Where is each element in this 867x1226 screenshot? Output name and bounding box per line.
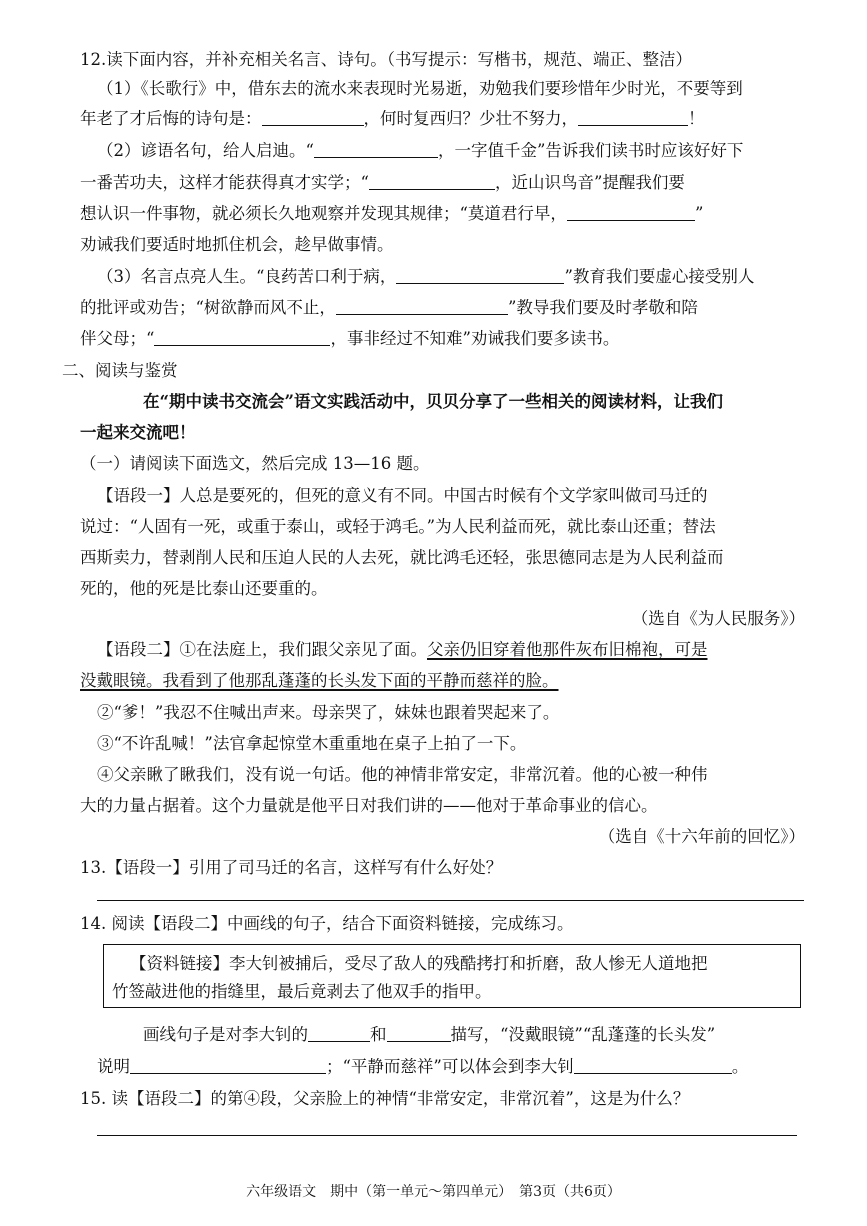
q12-p3-line2: 的批评或劝告；“树欲静而风不止， ”教导我们要及时孝敬和陪 [80, 298, 698, 317]
answer-blank[interactable] [308, 1025, 370, 1042]
answer-blank[interactable] [314, 141, 438, 158]
q12-p3-line3: 伴父母；“ ，事非经过不知难”劝诫我们要多读书。 [80, 329, 620, 348]
passage2-source: （选自《十六年前的回忆》） [598, 827, 805, 846]
section-intro-line2: 一起来交流吧！ [80, 423, 196, 442]
answer-blank[interactable] [387, 1025, 451, 1042]
material-link-line2: 竹签敲进他的指缝里，最后竟剥去了他双手的指甲。 [112, 982, 492, 1001]
passage2-line1: 【语段二】①在法庭上，我们跟父亲见了面。父亲仍旧穿着他那件灰布旧棉袍，可是 [97, 640, 708, 659]
answer-blank[interactable] [396, 267, 564, 284]
passage2-line3: ②“爹！”我忍不住喊出声来。母亲哭了，妹妹也跟着哭起来了。 [97, 703, 560, 722]
q15-prompt: 15. 读【语段二】的第④段，父亲脸上的神情“非常安定，非常沉着”，这是为什么？ [80, 1089, 690, 1108]
answer-blank[interactable] [336, 298, 508, 315]
q12-p1-line2: 年老了才后悔的诗句是： ，何时复西归？少壮不努力， ！ [80, 109, 705, 128]
answer-blank[interactable] [262, 109, 364, 126]
passage2-line6: 大的力量占据着。这个力量就是他平日对我们讲的——他对于革命事业的信心。 [80, 796, 658, 815]
answer-blank[interactable] [567, 204, 695, 221]
q12-p2-line4: 劝诫我们要适时地抓住机会，趁早做事情。 [80, 235, 394, 254]
q14-fill-line2: 说明 ；“平静而慈祥”可以体会到李大钊 。 [97, 1057, 749, 1076]
q14-prompt: 14. 阅读【语段二】中画线的句子，结合下面资料链接，完成练习。 [80, 914, 574, 933]
page-footer: 六年级语文 期中（第一单元～第四单元） 第3页（共6页） [246, 1184, 621, 1200]
underlined-sentence-cont: 没戴眼镜。我看到了他那乱蓬蓬的长头发下面的平静而慈祥的脸。 [80, 671, 559, 690]
passage1-source: （选自《为人民服务》） [631, 609, 805, 628]
q12-title: 12.读下面内容，并补充相关名言、诗句。（书写提示：写楷书，规范、端正、整洁） [80, 50, 692, 69]
underlined-sentence: 父亲仍旧穿着他那件灰布旧棉袍，可是 [427, 640, 708, 659]
material-link-box [103, 944, 801, 1008]
answer-blank[interactable] [578, 109, 688, 126]
q12-p2-line1: （2）谚语名句，给人启迪。“ ，一字值千金”告诉我们读书时应该好好下 [97, 141, 744, 160]
passage2-line4: ③“不许乱喊！”法官拿起惊堂木重重地在桌子上拍了一下。 [97, 734, 527, 753]
q15-answer-line[interactable] [97, 1135, 797, 1136]
part-one-heading: （一）请阅读下面选文，然后完成 13—16 题。 [80, 454, 430, 473]
q13-prompt: 13.【语段一】引用了司马迁的名言，这样写有什么好处？ [80, 858, 503, 877]
passage1-line4: 死的，他的死是比泰山还要重的。 [80, 579, 328, 598]
q12-p2-line2: 一番苦功夫，这样才能获得真才实学；“ ，近山识鸟音”提醒我们要 [80, 173, 685, 192]
section-intro-line1: 在“期中读书交流会”语文实践活动中，贝贝分享了一些相关的阅读材料，让我们 [143, 392, 723, 411]
passage1-line1: 【语段一】人总是要死的，但死的意义有不同。中国古时候有个文学家叫做司马迁的 [97, 486, 708, 505]
answer-blank[interactable] [130, 1057, 326, 1074]
section-heading: 二、阅读与鉴赏 [62, 361, 178, 380]
q12-p3-line1: （3）名言点亮人生。“良药苦口利于病， ”教育我们要虚心接受别人 [97, 267, 755, 286]
passage1-line3: 西斯卖力，替剥削人民和压迫人民的人去死，就比鸿毛还轻，张思德同志是为人民利益而 [80, 548, 724, 567]
passage1-line2: 说过：“人固有一死，或重于泰山，或轻于鸿毛。”为人民利益而死，就比泰山还重；替法 [80, 517, 716, 536]
q14-fill-line1: 画线句子是对李大钊的 和 描写，“没戴眼镜”“乱蓬蓬的长头发” [143, 1025, 716, 1044]
q12-p2-line3: 想认识一件事物，就必须长久地观察并发现其规律；“莫道君行早， ” [80, 204, 704, 223]
answer-blank[interactable] [154, 329, 330, 346]
q13-answer-line[interactable] [97, 900, 804, 901]
answer-blank[interactable] [369, 173, 495, 190]
material-link-line1: 【资料链接】李大钊被捕后，受尽了敌人的残酷拷打和折磨，敌人惨无人道地把 [130, 954, 708, 973]
q12-p1-line1: （1）《长歌行》中，借东去的流水来表现时光易逝，劝勉我们要珍惜年少时光，不要等到 [97, 79, 743, 98]
answer-blank[interactable] [574, 1057, 732, 1074]
passage2-line5: ④父亲瞅了瞅我们，没有说一句话。他的神情非常安定，非常沉着。他的心被一种伟 [97, 765, 708, 784]
